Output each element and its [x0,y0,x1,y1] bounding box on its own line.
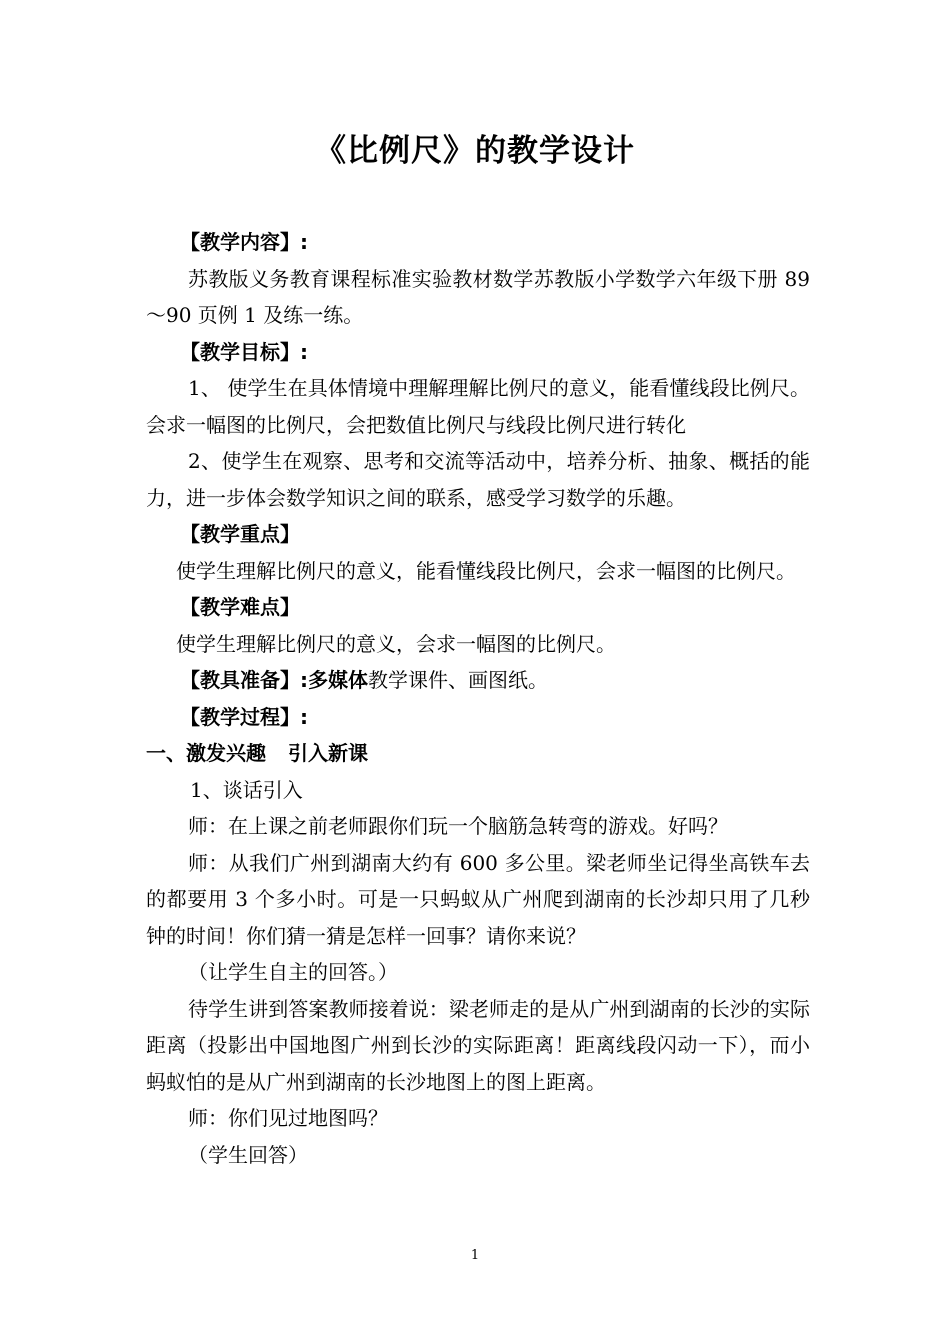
teaching-key-heading: 【教学重点】 [180,522,300,546]
dialogue-line-4: 待学生讲到答案教师接着说：梁老师走的是从广州到湖南的长沙的实际距离（投影出中国地图广州到长沙的实际距离！距离线段闪动一下），而小蚂蚁怕的是从广州到湖南的长沙地图上的图上距离。 [146,996,810,1094]
teaching-content-heading: 【教学内容】: [180,230,308,254]
dialogue-line-1: 师：在上课之前老师跟你们玩一个脑筋急转弯的游戏。好吗？ [188,814,728,838]
teaching-process-heading: 【教学过程】: [180,704,308,729]
step-1: 1、谈话引入 [190,777,303,802]
dialogue-line-6: （学生回答） [188,1142,308,1167]
teaching-goals-heading: 【教学目标】: [180,339,308,364]
teaching-key-text: 使学生理解比例尺的意义，能看懂线段比例尺，会求一幅图的比例尺。 [176,558,796,583]
teaching-goal-1: 1、 使学生在具体情境中理解理解比例尺的意义，能看懂线段比例尺。会求一幅图的比例尺，会把数值比例尺与线段比例尺进行转化 [146,376,810,437]
teaching-tools-bold: 多媒体 [308,668,368,692]
part-1-title: 一、激发兴趣 [146,741,266,765]
part-1-heading [146,735,810,772]
teaching-tools-line [146,662,810,699]
document-title: 《比例尺》的教学设计 [315,133,635,169]
teaching-goal-2: 2、使学生在观察、思考和交流等活动中，培养分析、抽象、概括的能力，进一步体会数学知识之间的联系，感受学习数学的乐趣。 [146,449,810,510]
teaching-difficulty-heading: 【教学难点】 [180,595,300,619]
document-body [146,224,810,1173]
dialogue-line-5: 师：你们见过地图吗？ [188,1106,388,1130]
teaching-tools-text: 教学课件、画图纸。 [368,668,548,692]
teaching-content-text: 苏教版义务教育课程标准实验教材数学苏教版小学数学六年级下册 89～90 页例 1 及练一练。 [146,266,810,327]
dialogue-line-2: 师：从我们广州到湖南大约有 600 多公里。梁老师坐记得坐高铁车去的都要用 3 个多小时。可是一只蚂蚁从广州爬到湖南的长沙却只用了几秒钟的时间！你们猜一猜是怎样一回事？请你来说？ [146,850,810,948]
teaching-difficulty-text: 使学生理解比例尺的意义，会求一幅图的比例尺。 [176,631,616,656]
part-1-subtitle: 引入新课 [288,741,368,765]
dialogue-line-3: （让学生自主的回答。） [188,960,398,984]
teaching-tools-heading: 【教具准备】: [180,668,308,692]
page-number: 1 [470,1248,480,1263]
